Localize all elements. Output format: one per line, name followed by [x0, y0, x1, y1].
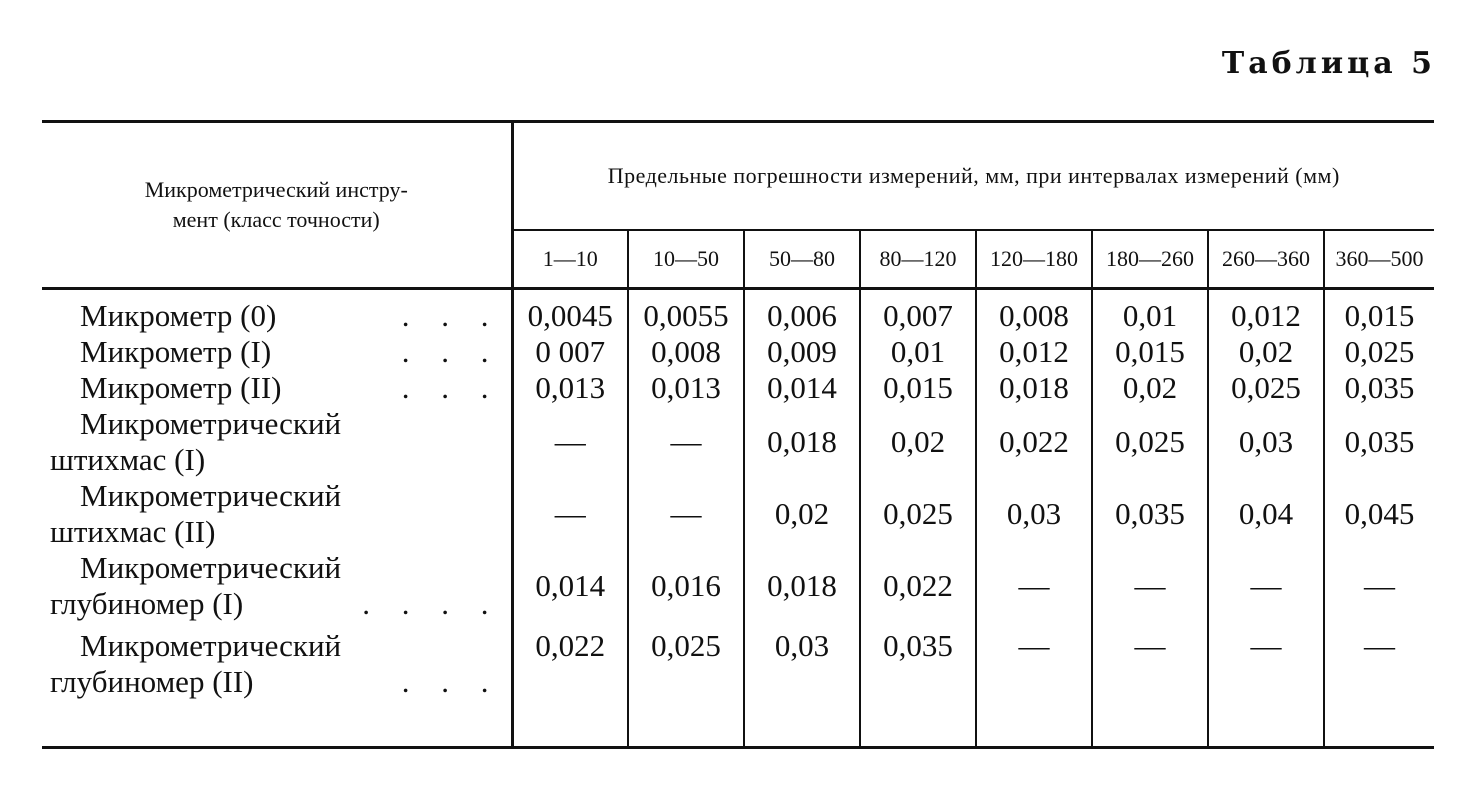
stub-header: Микрометрический инстру- мент (класс точности) [42, 123, 512, 289]
row-label-line1: Микрометр (I) [80, 334, 272, 369]
value-cell: — [628, 406, 744, 478]
row-label-line1: Микрометр (II) [80, 370, 282, 405]
row-label-line1: Микрометрический [80, 478, 342, 513]
value-cell: 0,01 [1092, 290, 1208, 334]
value-cell: 0,008 [628, 334, 744, 370]
value-cell: — [1208, 622, 1324, 700]
value-cell: 0,007 [860, 290, 976, 334]
interval-header: 260—360 [1208, 230, 1324, 289]
value-cell: 0,014 [744, 370, 860, 406]
value-cell: — [512, 406, 628, 478]
value-cell: 0,015 [1092, 334, 1208, 370]
value-cell: — [1364, 628, 1395, 663]
value-cell: 0,02 [860, 406, 976, 478]
value-cell: 0,013 [628, 370, 744, 406]
leader-dots: . . . [401, 334, 501, 369]
row-label-line1: Микрометрический [80, 550, 342, 585]
value-cell: 0,01 [860, 334, 976, 370]
leader-dots: . . . [401, 370, 501, 405]
value-cell: — [1092, 622, 1208, 700]
value-cell: 0,015 [860, 370, 976, 406]
value-cell: 0,018 [744, 550, 860, 622]
table-row [42, 334, 1434, 370]
row-label-line2: штихмас (I) [50, 442, 206, 477]
value-cell: 0,03 [744, 622, 860, 700]
measurement-error-table [42, 120, 1434, 749]
row-label-line1: Микрометр (0) [80, 298, 277, 333]
value-cell: 0,035 [1344, 370, 1415, 405]
interval-header: 360—500 [1335, 246, 1424, 271]
table-row [42, 406, 1434, 478]
value-cell: 0,018 [744, 406, 860, 478]
row-label [42, 290, 512, 334]
row-label [42, 370, 512, 406]
value-cell: 0 007 [512, 334, 628, 370]
value-cell: 0,015 [1344, 298, 1415, 333]
value-cell: 0,013 [512, 370, 628, 406]
row-label [42, 622, 512, 700]
value-cell: 0,025 [1344, 334, 1415, 369]
value-cell: 0,022 [512, 622, 628, 700]
table-row [42, 290, 1434, 334]
table-title: Таблица 5 [1221, 46, 1436, 81]
leader-dots: . . . . [362, 586, 501, 621]
value-cell: 0,022 [860, 550, 976, 622]
value-cell: 0,025 [860, 478, 976, 550]
row-label [42, 478, 512, 550]
row-label [42, 406, 512, 478]
table-row [42, 478, 1434, 550]
row-label [42, 334, 512, 370]
value-cell: 0,008 [976, 290, 1092, 334]
value-cell: 0,03 [1208, 406, 1324, 478]
value-cell: 0,03 [976, 478, 1092, 550]
value-cell: 0,006 [744, 290, 860, 334]
value-cell: 0,035 [1092, 478, 1208, 550]
row-label-line2: глубиномер (II) [50, 664, 254, 699]
leader-dots: . . . [401, 298, 501, 333]
value-cell: 0,02 [744, 478, 860, 550]
value-cell: — [1092, 550, 1208, 622]
value-cell: 0,0045 [512, 290, 628, 334]
value-cell: 0,02 [1092, 370, 1208, 406]
row-label-line2: глубиномер (I) [50, 586, 244, 621]
interval-header: 180—260 [1092, 230, 1208, 289]
value-cell: 0,014 [512, 550, 628, 622]
interval-header: 1—10 [512, 230, 628, 289]
value-cell: 0,009 [744, 334, 860, 370]
value-cell: 0,025 [1208, 370, 1324, 406]
table-row [42, 622, 1434, 700]
value-cell: — [1364, 568, 1395, 603]
value-cell: 0,04 [1208, 478, 1324, 550]
value-cell: 0,0055 [628, 290, 744, 334]
value-cell: 0,022 [976, 406, 1092, 478]
value-cell: — [976, 550, 1092, 622]
value-cell: — [512, 478, 628, 550]
leader-dots: . . . [401, 664, 501, 699]
value-cell: 0,045 [1344, 496, 1415, 531]
row-label-line1: Микрометрический [80, 628, 342, 663]
value-cell: — [976, 622, 1092, 700]
value-cell: 0,012 [1208, 290, 1324, 334]
group-header: Предельные погрешности измерений, мм, при интервалах измерений (мм) [512, 123, 1434, 230]
row-label-line1: Микрометрический [80, 406, 342, 441]
table-row [42, 550, 1434, 622]
interval-header: 50—80 [744, 230, 860, 289]
table-row [42, 370, 1434, 406]
value-cell: — [628, 478, 744, 550]
row-label-line2: штихмас (II) [50, 514, 216, 549]
interval-header: 10—50 [628, 230, 744, 289]
value-cell: 0,018 [976, 370, 1092, 406]
value-cell: 0,012 [976, 334, 1092, 370]
value-cell: 0,016 [628, 550, 744, 622]
value-cell: 0,025 [628, 622, 744, 700]
row-label [42, 550, 512, 622]
interval-header: 80—120 [860, 230, 976, 289]
value-cell: — [1208, 550, 1324, 622]
interval-header: 120—180 [976, 230, 1092, 289]
value-cell: 0,02 [1208, 334, 1324, 370]
value-cell: 0,025 [1092, 406, 1208, 478]
value-cell: 0,035 [1344, 424, 1415, 459]
value-cell: 0,035 [860, 622, 976, 700]
